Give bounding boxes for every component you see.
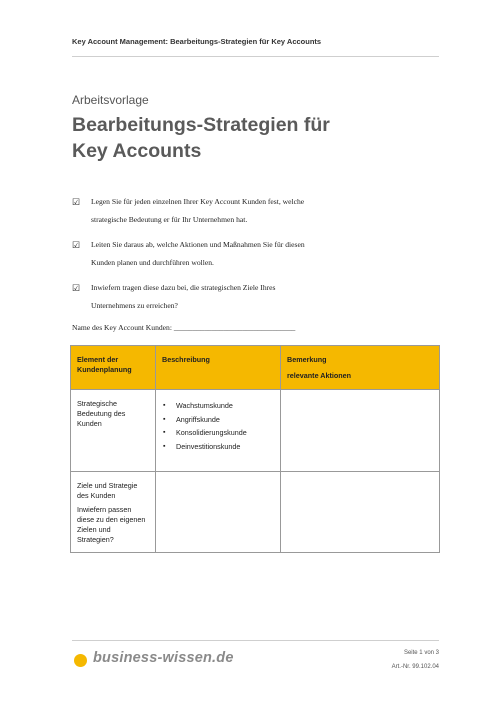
- column-header-element: Element der Kundenplanung: [71, 346, 156, 390]
- task-item: [72, 279, 402, 315]
- document-title-line2: Key Accounts: [72, 140, 202, 162]
- task-text-line1: Leiten Sie daraus ab, welche Aktionen und Maßnahmen Sie für diesen: [91, 240, 305, 249]
- task-text-line2: Unternehmens zu erreichen?: [91, 301, 178, 310]
- table-header-row: [71, 346, 440, 390]
- task-text-line1: Inwiefern tragen diese dazu bei, die strategischen Ziele Ihres: [91, 283, 276, 292]
- task-item: [72, 193, 402, 229]
- header-divider: [72, 56, 439, 57]
- column-header-description: Beschreibung: [156, 346, 281, 390]
- document-title: [72, 112, 330, 164]
- task-item: [72, 236, 402, 272]
- task-text-line1: Legen Sie für jeden einzelnen Ihrer Key Account Kunden fest, welche: [91, 197, 305, 206]
- header-title: Key Account Management: Bearbeitungs-Strategien für Key Accounts: [72, 37, 322, 46]
- article-number: Art.-Nr. 99.102.04: [391, 664, 439, 670]
- page-number: Seite 1 von 3: [403, 650, 439, 656]
- document-title-line1: Bearbeitungs-Strategien für: [72, 114, 330, 136]
- table-row: [71, 390, 440, 472]
- logo-dot-icon: [74, 654, 87, 667]
- task-text-line2: Kunden planen und durchführen wollen.: [91, 258, 214, 267]
- list-item: ▪ Wachstumskunde: [162, 399, 274, 413]
- row-description-cell: [156, 472, 281, 553]
- task-text-line2: strategische Bedeutung er für Ihr Unternehmen hat.: [91, 215, 248, 224]
- customer-name-field: Name des Key Account Kunden: ________________________________: [72, 323, 296, 332]
- row-description-cell: [156, 390, 281, 472]
- row-element-cell: Strategische Bedeutung des Kunden: [71, 390, 156, 472]
- row-element-question: Inwiefern passen diese zu den eigenen Zielen und Strategien?: [77, 505, 146, 544]
- checkbox-checked-icon: ☑: [72, 197, 81, 207]
- checkbox-checked-icon: ☑: [72, 240, 81, 250]
- logo-text: business-wissen.de: [93, 650, 234, 666]
- row-element-cell: [71, 472, 156, 553]
- row-element-title: Ziele und Strategie des Kunden: [77, 481, 138, 500]
- column-header-remark: [281, 346, 440, 390]
- checkbox-checked-icon: ☑: [72, 283, 81, 293]
- list-item: ▪ Konsolidierungskunde: [162, 426, 274, 440]
- column-header-remark-line2: relevante Aktionen: [287, 371, 352, 380]
- table-row: [71, 472, 440, 553]
- column-header-remark-line1: Bemerkung: [287, 355, 327, 364]
- footer-divider: [72, 640, 439, 641]
- customer-type-list: [162, 399, 274, 453]
- list-item: ▪ Deinvestitionskunde: [162, 440, 274, 454]
- list-item: ▪ Angriffskunde: [162, 413, 274, 427]
- row-remark-cell: [281, 390, 440, 472]
- row-remark-cell: [281, 472, 440, 553]
- document-subtitle: Arbeitsvorlage: [72, 93, 149, 107]
- planning-table: [70, 345, 440, 553]
